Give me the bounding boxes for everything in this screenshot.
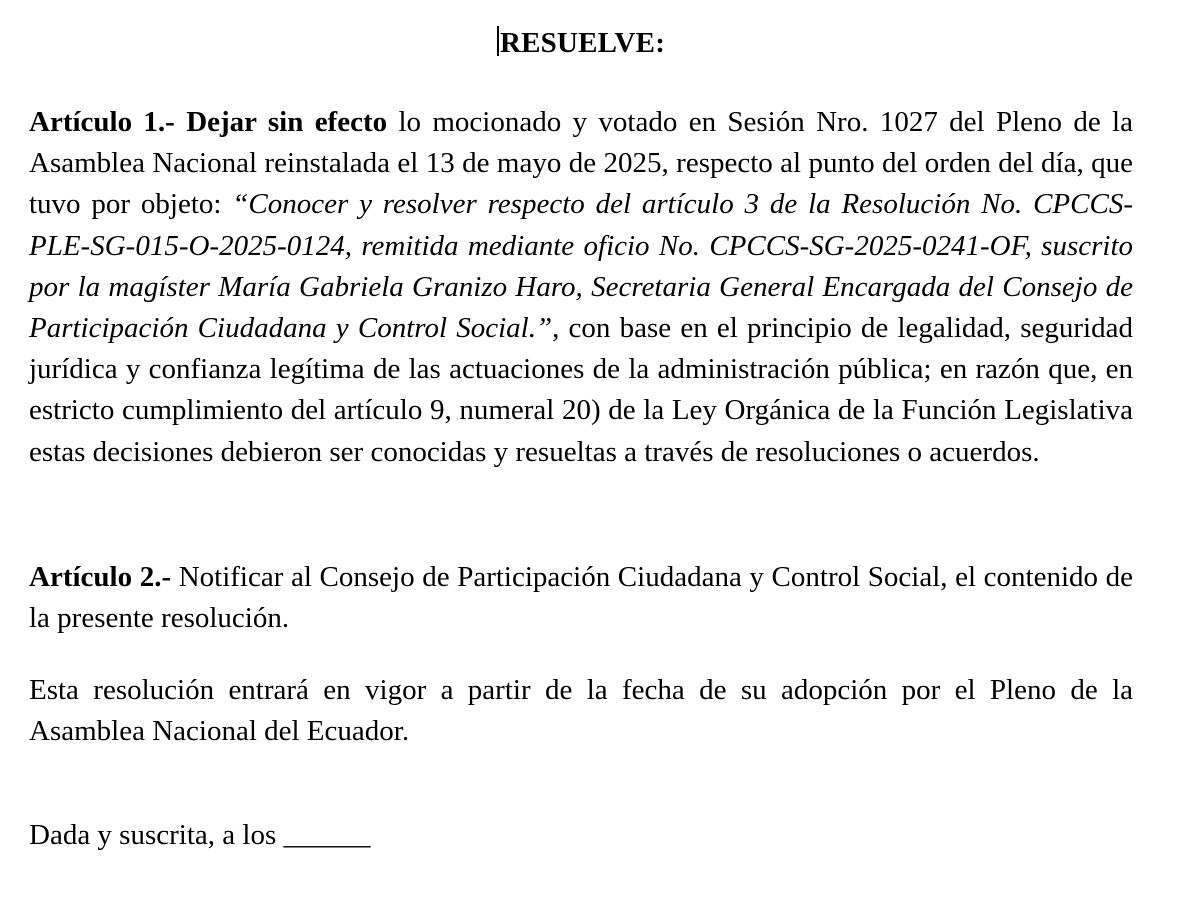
article-2-paragraph: [29, 557, 1133, 639]
article-1-label: Artículo 1.-: [29, 106, 175, 138]
closing-date-blank: ______: [283, 819, 371, 851]
resolution-heading: [0, 23, 1162, 63]
article-2-label: Artículo 2.-: [29, 561, 172, 593]
article-1-bold-lead: Dejar sin efecto: [186, 106, 388, 138]
vigor-paragraph: Esta resolución entrará en vigor a partir de la fecha de su adopción por el Pleno de la Asamblea Nacional del Ecuador.: [29, 674, 1133, 748]
article-1-quote: “Conocer y resolver respecto del artículo 3 de la Resolución No. CPCCS-PLE-SG-015-O-2025-0124, remitida mediante oficio No. CPCCS-SG-2025-0241-OF, suscrito por la magíster María Gabriela Granizo Haro, Secretaria General Encargada del Consejo de Participación Ciudadana y Control Social.”: [29, 188, 1133, 345]
article-2-text: Notificar al Consejo de Participación Ciudadana y Control Social, el contenido de la presente resolución.: [29, 561, 1133, 635]
closing-line: [29, 815, 1133, 856]
closing-text: Dada y suscrita, a los: [29, 819, 284, 851]
heading-text: RESUELVE:: [499, 27, 666, 59]
article-1-paragraph: [29, 102, 1133, 473]
article-1-text-before-quote: lo mocionado y votado en Sesión Nro. 1027 del Pleno de la Asamblea Nacional reinstalada el 13 de mayo de 2025, respecto al punto del orden del día, que tuvo por objeto:: [29, 106, 1133, 221]
text-cursor: [497, 26, 499, 56]
article-1-text-after-quote: , con base en el principio de legalidad, seguridad jurídica y confianza legítima de las actuaciones de la administración pública; en razón que, en estricto cumplimiento del artículo 9, numeral 20) de la Ley Orgánica de la Función Legislativa estas decisiones debieron ser conocidas y resueltas a través de resoluciones o acuerdos.: [29, 312, 1133, 468]
